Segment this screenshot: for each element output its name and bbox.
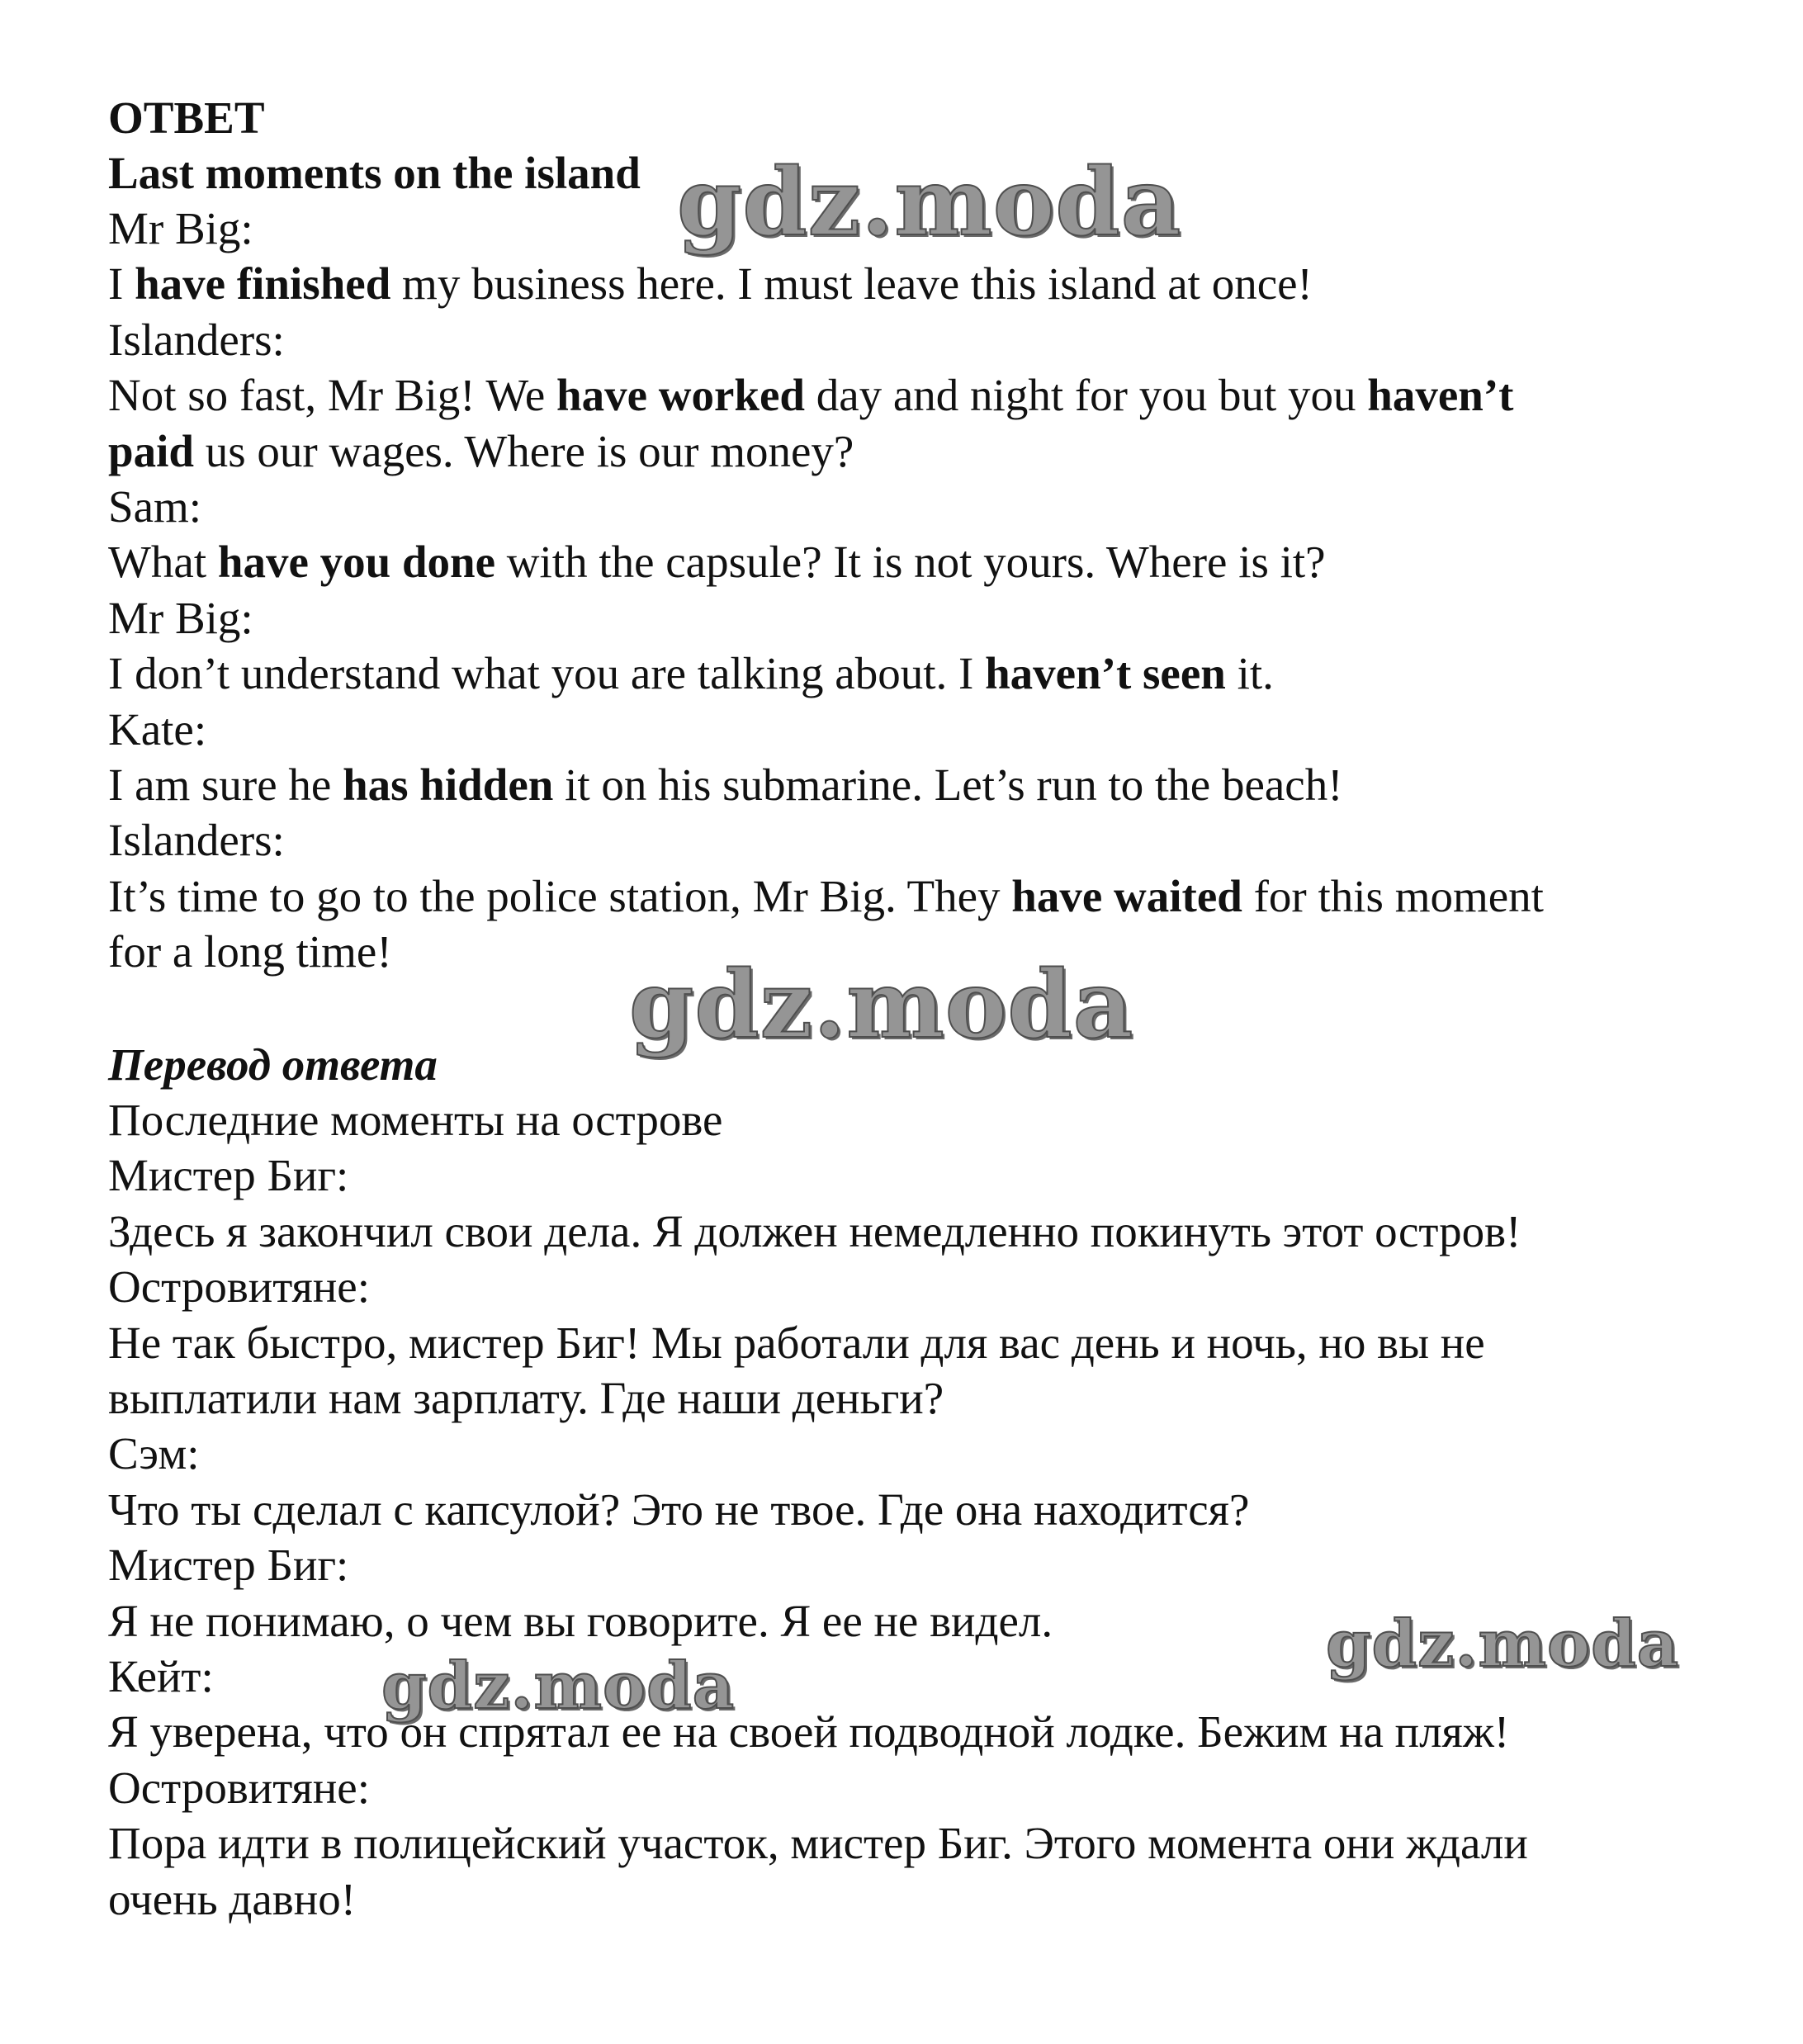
dialogue-line [108,201,253,256]
line-text: I am sure he [108,759,343,810]
line-text: my business here. I must leave this island at once! [390,258,1313,309]
dialogue-line [108,757,1343,812]
translation-line: выплатили нам зарплату. Где наши деньги? [108,1373,944,1423]
dialogue-line [108,367,1514,423]
translation-line: Островитяне: [108,1261,370,1312]
dialogue-title: Last moments on the island [108,148,641,198]
translation-line: Кейт: [108,1651,214,1701]
translation-heading: Перевод ответа [108,1039,438,1090]
dialogue-line [108,924,392,979]
verb-highlight: has hidden [343,759,554,810]
translation-line: Я уверена, что он спрятал ее на своей подводной лодке. Бежим на пляж! [108,1706,1510,1757]
dialogue-line [108,868,1544,924]
translation-line: Пора идти в полицейский участок, мистер Биг. Этого момента они ждали [108,1818,1528,1868]
line-text: day and night for you but you [804,370,1368,420]
line-text: Mr Big: [108,593,253,643]
line-text: It’s time to go to the police station, Mr Big. They [108,871,1012,921]
dialogue-line [108,646,1274,701]
line-text: with the capsule? It is not yours. Where is it? [495,537,1326,587]
line-text: Sam: [108,481,202,532]
dialogue-line [108,590,253,646]
translation-line: Мистер Биг: [108,1540,349,1590]
line-text: Not so fast, Mr Big! We [108,370,556,420]
verb-highlight: paid [108,426,194,476]
dialogue-line [108,423,854,479]
line-text: for a long time! [108,926,392,977]
translation-line: очень давно! [108,1874,357,1924]
line-text: us our wages. Where is our money? [193,426,854,476]
dialogue-line [108,812,285,868]
translation-line: Не так быстро, мистер Биг! Мы работали для вас день и ночь, но вы не [108,1318,1485,1368]
line-text: I [108,258,135,309]
translation-line: Я не понимаю, о чем вы говорите. Я ее не видел. [108,1596,1053,1646]
watermark: gdz.moda [381,1649,736,1724]
line-text: Islanders: [108,315,285,365]
translation-line: Островитяне: [108,1762,370,1813]
verb-highlight: have worked [556,370,805,420]
watermark: gdz.moda [1326,1606,1680,1682]
line-text: Kate: [108,704,207,755]
line-text: Mr Big: [108,203,253,253]
dialogue-line [108,479,201,534]
line-text: for this moment [1242,871,1544,921]
translation-line: Здесь я закончил свои дела. Я должен немедленно покинуть этот остров! [108,1206,1521,1256]
verb-highlight: have finished [135,258,391,309]
verb-highlight: have you done [217,537,496,587]
verb-highlight: haven’t [1367,370,1514,420]
answer-heading: ОТВЕТ [108,92,265,143]
dialogue-line [108,312,285,367]
line-text: Islanders: [108,815,285,865]
translation-line: Что ты сделал с капсулой? Это не твое. Где она находится? [108,1484,1250,1535]
line-text: it on his submarine. Let’s run to the beach! [553,759,1343,810]
line-text: it. [1225,648,1274,698]
dialogue-line [108,256,1313,311]
watermark: gdz.moda [677,149,1182,257]
watermark: gdz.moda [629,951,1134,1059]
verb-highlight: haven’t seen [985,648,1226,698]
line-text: What [108,537,218,587]
dialogue-line [108,702,206,757]
verb-highlight: have waited [1011,871,1242,921]
translation-line: Последние моменты на острове [108,1095,723,1145]
translation-line: Мистер Биг: [108,1150,349,1200]
line-text: I don’t understand what you are talking about. I [108,648,986,698]
dialogue-line [108,534,1326,589]
translation-line: Сэм: [108,1428,200,1479]
